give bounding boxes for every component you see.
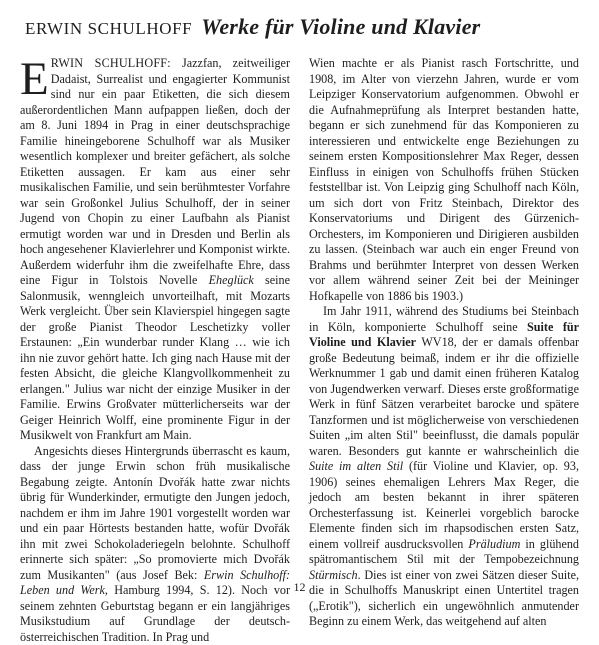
novelle-title: Ehеglück	[209, 273, 254, 287]
page-number: 12	[0, 580, 599, 595]
booklet-title: Werke für Violine und Klavier	[201, 14, 480, 39]
paragraph-text: Angesichts dieses Hintergrunds überrascht es kaum, dass der junge Erwin schon früh musikalische Begabung zeigte. Antonín Dvořák hatte zwar nichts übrig für Wunderkinder, ermutigte den Jungen jedoch, nachdem er ihm im Jahre 1901 vorgestellt worden war und ein paar Hörtests bestanden hatte, wofür Dvořák ihn mit zwei Schokoladeriegeln belohnte. Schulhoff erinnerte sich später: „So promovierte mich Dvořák zum Musikanten" (aus Josef Bek:	[20, 444, 290, 582]
page-header	[25, 14, 585, 54]
paragraph-text: in glühend spätromantischem Stil mit der Tempobezeichnung	[309, 537, 579, 567]
left-column	[20, 56, 290, 645]
drop-cap: E	[20, 59, 49, 99]
paragraph	[20, 444, 290, 645]
paragraph	[20, 56, 290, 444]
suite-title: Suite im alten Stil	[309, 459, 403, 473]
paragraph-text: Jazzfan, zeitweiliger Dadaist, Surrealist und engagierter Kommunist sind nur ein paar Etiketten, die sich diesem außerordentlichen Mann aufpappen ließen, doch der am 8. Juni 1894 in Prag in einer deutschsprachige Familie hineingeborene Schulhoff war als Musiker wesentlich komplexer und breiter gefächert, als solche Etiketten aussagen. Er kam aus einer sehr musikalischen Familie, und sein berühmtester Vorfahre war sein Großonkel Julius Schulhoff, der in seiner Jugend von Chopin zu einer Laufbahn als Pianist ermutigt worden war und in Dresden und Berlin als hoch angesehener Klavierlehrer und Komponist wirkte. Außerdem widerfuhr ihm die zweifelhafte Ehre, dass eine Figur in Tolstois Novelle	[20, 56, 290, 287]
book-title: Erwin Schulhoff: Leben und Werk	[20, 568, 290, 598]
paragraph-text: . Dies ist einer von zwei Sätzen dieser Suite, die in Schulhoffs Manuskript einen Untertitel tragen („Erotik"), sicherlich ein ungewöhnlich anmutender Beginn zu einem Werk, das weitgehend auf alten	[309, 568, 579, 629]
tempo-marking: Stürmisch	[309, 568, 358, 582]
paragraph-text: seine Salonmusik, wenngleich unvorteilhaft, mit Mozarts Werk vergleicht. Über sein Klavierspiel hingegen sagte der große Pianist Theodor Leschetizky voller Erstaunen: „Ein wunderbar runder Klang … wie ich ihn nie zuvor gehört hatte. Ich ging nach Hause mit der festen Absicht, die gleiche Klangvollkommenheit zu erlangen." Julius war nicht der einzige Musiker in der Familie. Erwins Großvater mütterlicherseits war der Geiger Heinrich Wolff, eine prominente Figur in der Musikwelt von Frankfurt am Main.	[20, 273, 290, 442]
paragraph	[309, 56, 579, 304]
lead-in-text: RWIN SCHULHOFF:	[51, 56, 171, 70]
paragraph-text: WV18, der er damals offenbar große Bedeutung beimaß, indem er ihr die offizielle Werknummer 1 gab und damit einen früheren Katalog von Jugendwerken verwarf. Dieses erste großformatige Werk in fünf Sätzen verarbeitet barocke und spätere Tanzformen und ist möglicherweise von verschiedenen Suiten „im alten Stil" beeinflusst, die damals populär waren. Besonders gut kannte er wahrscheinlich die	[309, 335, 579, 458]
paragraph-text: , Hamburg 1994, S. 12). Noch vor seinem zehnten Geburtstag begann er ein langjähriges Musikstudium auf Grundlage der deutsch-österreichischen Tradition. In Prag und	[20, 583, 290, 644]
paragraph-text: Wien machte er als Pianist rasch Fortschritte, und 1908, im Alter von vierzehn Jahren, wurde er vom Leipziger Konservatorium aufgenommen. Obwohl er die Aufnahmeprüfung als Interpret bestanden hatte, begann er sich zunehmend für das Komponieren zu interessieren und entwickelte enge Beziehungen zu seinem ersten Kompositionslehrer Max Reger, dessen Einfluss in einigen von Schulhoffs frühen Stücken feststellbar ist. Von Leipzig ging Schulhoff nach Köln, um sich dort von Fritz Steinbach, Direktor des Konservatoriums und Dirigent des Gürzenich-Orchesters, im Komponieren und Dirigieren ausbilden zu lassen. (Steinbach war auch ein enger Freund von Brahms und berühmter Interpret von dessen Werken vor allem während seiner Zeit bei der Meininger Hofkapelle von 1886 bis 1903.)	[309, 56, 579, 303]
paragraph-text: (für Violine und Klavier, op. 93, 1906) seines ehemaligen Lehrers Max Reger, die jedoch am besten bekannt in ihrer späteren Orchesterfassung ist. Keinerlei vorgeblich barocke Elemente finden sich im rhapsodischen ersten Satz, einem vollreif ausdrucksvollen	[309, 459, 579, 551]
paragraph-text: Im Jahr 1911, während des Studiums bei Steinbach in Köln, komponierte Schulhoff seine	[309, 304, 579, 334]
work-title: Suite für Violine und Klavier	[309, 320, 579, 350]
movement-title: Präludium	[468, 537, 520, 551]
right-column	[309, 56, 579, 630]
composer-name: ERWIN SCHULHOFF	[25, 19, 192, 38]
